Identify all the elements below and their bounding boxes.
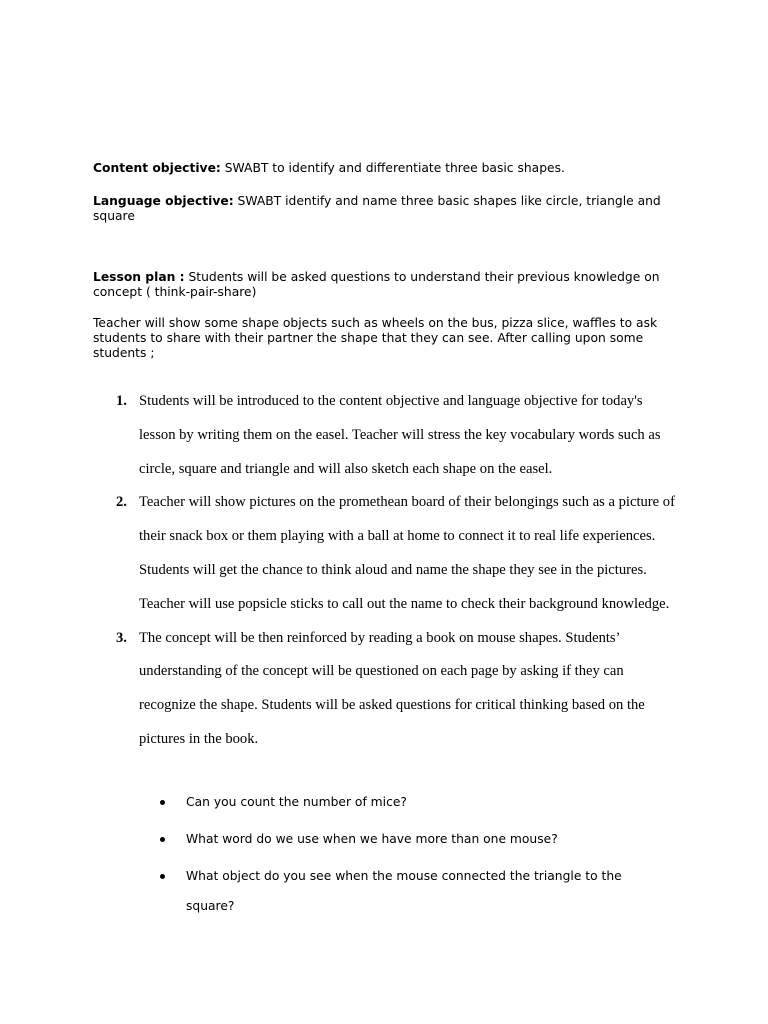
lesson-plan	[93, 270, 683, 300]
step-number: 3.	[116, 629, 127, 646]
question-item	[0, 861, 646, 921]
question-item	[0, 787, 646, 817]
language-objective	[93, 194, 683, 224]
content-objective-label: Content objective:	[93, 161, 221, 175]
lesson-step	[0, 385, 679, 486]
lesson-step	[0, 486, 679, 621]
lesson-plan-label: Lesson plan :	[93, 270, 185, 284]
question-text: Can you count the number of mice?	[186, 795, 407, 809]
language-objective-text: SWABT identify and name three basic shapes like circle, triangle and square	[93, 194, 661, 223]
lesson-plan-text: Students will be asked questions to understand their previous knowledge on concept ( think-pair-share)	[93, 270, 660, 299]
teacher-paragraph: Teacher will show some shape objects such as wheels on the bus, pizza slice, waffles to ask students to share with their partner the shape that they can see. After calling upon some students ;	[93, 316, 658, 360]
question-text: What word do we use when we have more than one mouse?	[186, 832, 558, 846]
bullet-icon	[160, 800, 165, 805]
question-item	[0, 824, 646, 854]
step-text: Students will be introduced to the content objective and language objective for today's lesson by writing them on the easel. Teacher will stress the key vocabulary words such as circle, square and triangle and will also sketch each shape on the easel.	[139, 393, 661, 477]
bullet-icon	[160, 874, 165, 879]
step-text: Teacher will show pictures on the promethean board of their belongings such as a picture of their snack box or them playing with a ball at home to connect it to real life experiences. Students will get the chance to think aloud and name the shape they see in the pictures. Teacher will use popsicle sticks to call out the name to check their background knowledge.	[139, 494, 675, 612]
questions-list	[0, 787, 768, 928]
content-objective	[93, 161, 683, 176]
content-objective-text: SWABT to identify and differentiate three basic shapes.	[220, 161, 565, 175]
lesson-steps-list	[0, 385, 768, 757]
lesson-step	[0, 622, 679, 757]
step-number: 2.	[116, 494, 127, 511]
question-text: What object do you see when the mouse connected the triangle to the square?	[186, 869, 622, 913]
language-objective-label: Language objective:	[93, 194, 234, 208]
bullet-icon	[160, 837, 165, 842]
step-text: The concept will be then reinforced by reading a book on mouse shapes. Students’ understanding of the concept will be questioned on each page by asking if they can recognize the shape. Students will be asked questions for critical thinking based on the pictures in the book.	[139, 629, 645, 747]
step-number: 1.	[116, 393, 127, 409]
